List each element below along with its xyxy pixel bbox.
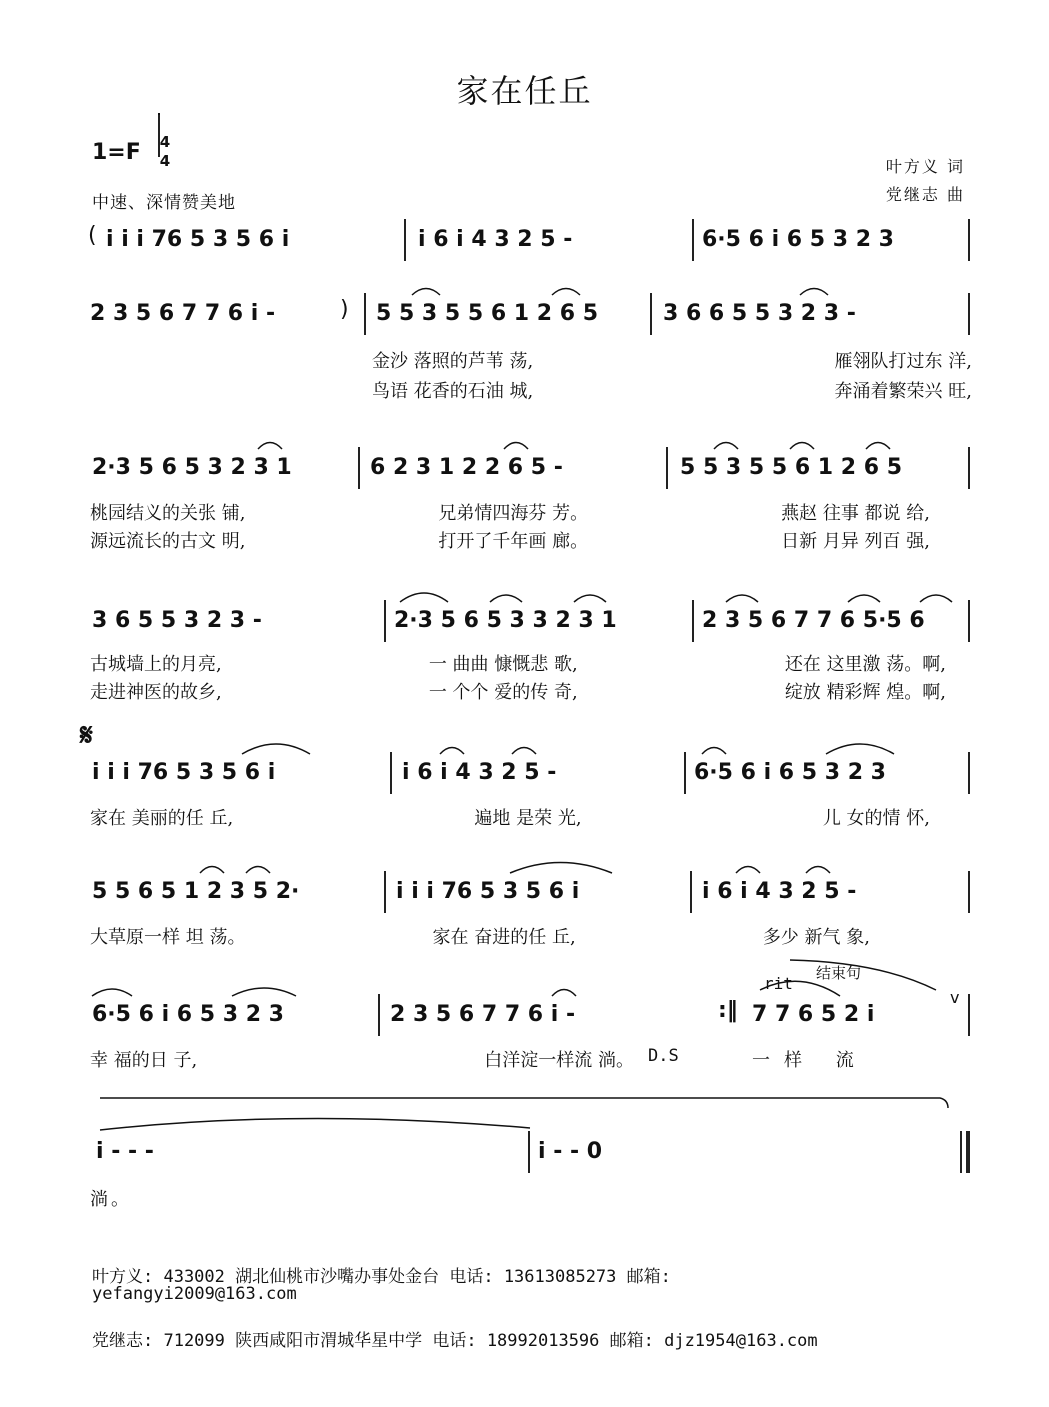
measure-notes: 3 6 6 5 5 3 2 3 - — [663, 300, 856, 326]
lyric-line — [90, 804, 930, 830]
measure — [702, 221, 962, 257]
measure — [92, 449, 342, 485]
measure — [390, 996, 680, 1032]
score-system-5 — [88, 759, 972, 829]
measure-notes: i - - - — [96, 1138, 154, 1164]
measure — [538, 1133, 878, 1169]
time-signature — [158, 133, 172, 171]
measure — [702, 602, 957, 638]
measure-notes: i i i 76 5 3 5 6 i — [92, 759, 276, 785]
lyric-text: 还在 这里激 荡。啊, — [784, 654, 946, 675]
measure-notes: 2 3 5 6 7 7 6 i - — [390, 1001, 576, 1027]
measure-notes: 5 5 6 5 1 2 3 5 2· — [92, 878, 300, 904]
lyric-text: 雁翎队打过东 洋, — [834, 351, 972, 372]
measure — [92, 754, 332, 790]
measure — [702, 873, 942, 909]
measure-notes: i 6 i 4 3 2 5 - — [702, 878, 857, 904]
intro-paren-close: ) — [340, 297, 349, 322]
lyric-text: 白洋淀一样流 淌。 — [484, 1050, 634, 1071]
footer-contact-line-2: yefangyi2009@163.com — [92, 1284, 297, 1304]
score-system-6 — [88, 878, 972, 948]
measure-notes: i - - 0 — [538, 1138, 603, 1164]
lyric-text: 大草原一样 坦 荡。 — [90, 927, 246, 948]
measure — [663, 295, 943, 331]
repeat-sign: :‖ — [718, 998, 738, 1023]
tempo-marking: 中速、深情赞美地 — [92, 193, 236, 213]
footer-contact-line-3: 党继志: 712099 陕西咸阳市渭城华星中学 电话: 18992013596 邮箱: djz1954@163.com — [92, 1331, 818, 1351]
measure — [376, 295, 606, 331]
measure — [90, 295, 320, 331]
lyric-text: 多少 新气 象, — [762, 927, 870, 948]
measure — [680, 449, 920, 485]
lyric-text: 幸 福的日 子, — [90, 1050, 198, 1071]
lyric-line — [90, 527, 930, 553]
measure — [92, 602, 332, 638]
measure-notes: 5 5 3 5 5 6 1 2 6 5 — [680, 454, 903, 480]
measure — [92, 996, 317, 1032]
measure — [394, 602, 634, 638]
ds-marking: D.S — [648, 1046, 679, 1066]
measure-notes: 6 2 3 1 2 2 6 5 - — [370, 454, 563, 480]
lyric-text: 走进神医的故乡, — [90, 682, 222, 703]
measure — [418, 221, 718, 257]
measure-notes: i i i 76 5 3 5 6 i — [396, 878, 580, 904]
meter-top: 4 — [159, 133, 171, 151]
lyric-text: 打开了千年画 廊。 — [438, 531, 589, 552]
measure — [396, 873, 636, 909]
lyric-text: 淌。 — [90, 1189, 132, 1210]
song-title: 家在任丘 — [456, 72, 593, 110]
measure-notes: i 6 i 4 3 2 5 - — [418, 226, 573, 252]
measure-notes: 2 3 5 6 7 7 6 5·5 6 — [702, 607, 925, 633]
measure-notes: i 6 i 4 3 2 5 - — [402, 759, 557, 785]
segno-sign: 𝄋 — [80, 718, 93, 753]
measure-notes: 6·5 6 i 6 5 3 2 3 — [694, 759, 886, 785]
lyric-line — [372, 347, 972, 373]
score-system-8 — [88, 1138, 972, 1210]
lyric-text: 一样 流 — [752, 1050, 868, 1071]
lyric-text: 绽放 精彩辉 煌。啊, — [784, 682, 946, 703]
measure-notes: i i i 76 5 3 5 6 i — [106, 226, 290, 252]
score-system-1 — [88, 223, 972, 252]
measure — [106, 221, 434, 257]
lyric-text: 家在 美丽的任 丘, — [90, 808, 234, 829]
score-system-2 — [88, 297, 972, 402]
lyric-text: 一 个个 爱的传 奇, — [428, 682, 578, 703]
measure-notes: 5 5 3 5 5 6 1 2 6 5 — [376, 300, 599, 326]
ending-label: 结束句 — [816, 964, 862, 982]
lyric-text: 兄弟情四海芬 芳。 — [438, 503, 589, 524]
composer-credit: 党继志 曲 — [885, 185, 965, 204]
lyric-line — [90, 650, 946, 676]
lyric-text: 奔涌着繁荣兴 旺, — [834, 381, 972, 402]
measure — [752, 996, 942, 1032]
measure-notes: 6·5 6 i 6 5 3 2 3 — [92, 1001, 284, 1027]
lyric-line — [90, 678, 946, 704]
score-system-3 — [88, 454, 972, 552]
measure-notes: 2·3 5 6 5 3 2 3 1 — [92, 454, 292, 480]
measure-notes: 2·3 5 6 5 3 3 2 3 1 — [394, 607, 617, 633]
lyric-text: 遍地 是荣 光, — [474, 808, 582, 829]
lyric-line — [372, 377, 972, 403]
key-signature: 1=F — [92, 140, 141, 165]
breath-mark: v — [950, 988, 960, 1007]
score-system-4 — [88, 607, 972, 703]
footer-contact-line-1: 叶方义: 433002 湖北仙桃市沙嘴办事处金台 电话: 13613085273 邮箱: — [92, 1267, 671, 1287]
lyric-text: 儿 女的情 怀, — [822, 808, 930, 829]
measure-notes: 7 7 6 5 2 i — [752, 1001, 875, 1027]
lyric-text: 一 曲曲 慷慨悲 歌, — [428, 654, 578, 675]
lyric-text: 日新 月异 列百 强, — [781, 531, 930, 552]
lyric-text: 金沙 落照的芦苇 荡, — [372, 351, 534, 372]
measure — [96, 1133, 436, 1169]
meter-bottom: 4 — [159, 152, 171, 170]
measure — [402, 754, 662, 790]
lyric-text: 家在 奋进的任 丘, — [432, 927, 576, 948]
rit-marking: rit — [764, 974, 793, 993]
lyric-line — [90, 499, 930, 525]
lyric-line — [90, 923, 870, 949]
lyric-text: 源远流长的古文 明, — [90, 531, 246, 552]
lyricist-credit: 叶方义 词 — [885, 157, 965, 176]
lyric-text: 古城墙上的月亮, — [90, 654, 222, 675]
lyric-text: 鸟语 花香的石油 城, — [372, 381, 534, 402]
lyric-text: 桃园结义的关张 铺, — [90, 503, 246, 524]
measure — [694, 754, 914, 790]
measure-notes: 6·5 6 i 6 5 3 2 3 — [702, 226, 894, 252]
lyric-text: 燕赵 往事 都说 给, — [781, 503, 930, 524]
measure-notes: 2 3 5 6 7 7 6 i - — [90, 300, 276, 326]
measure — [92, 873, 302, 909]
measure-notes: 3 6 5 5 3 2 3 - — [92, 607, 262, 633]
measure — [370, 449, 630, 485]
intro-paren-open: ( — [88, 223, 97, 248]
lyric-line — [90, 1046, 634, 1072]
